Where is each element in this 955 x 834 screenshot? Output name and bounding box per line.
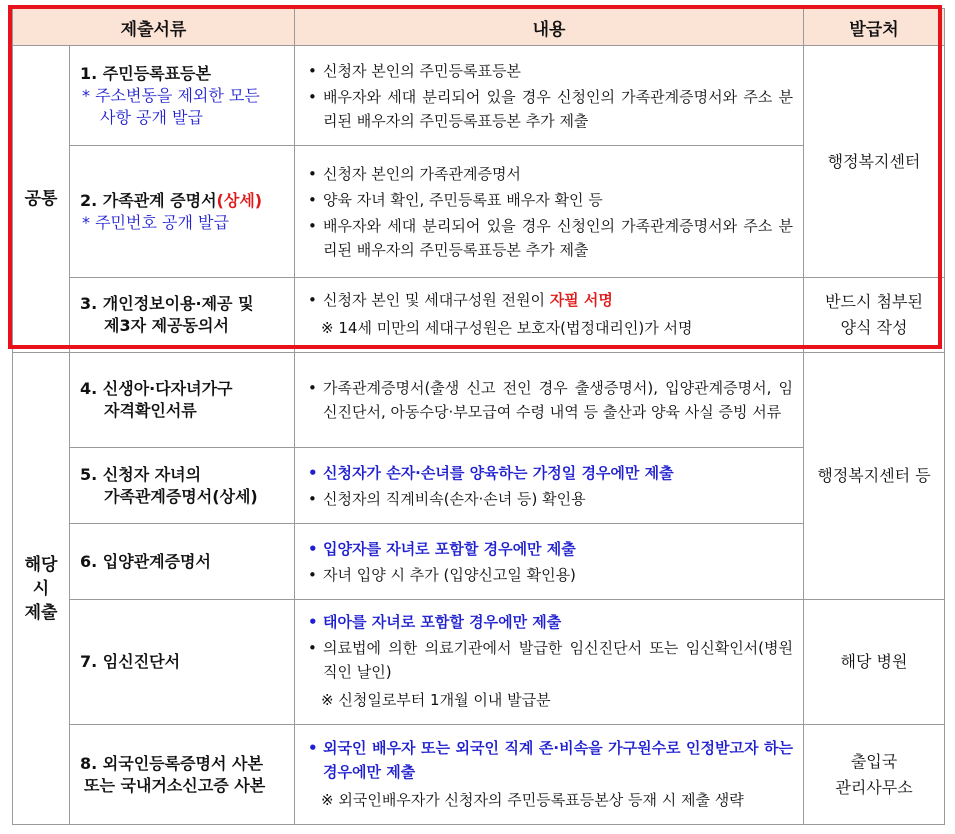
doc-title-cont: 또는 국내거소신고증 사본 <box>84 775 266 795</box>
doc-cell-5 <box>70 448 295 524</box>
list-item: • 배우자와 세대 분리되어 있을 경우 신청인의 가족관계증명서와 주소 분리된 배우자의 주민등록표등본 추가 제출 <box>305 85 793 133</box>
doc-cell-4 <box>70 353 295 448</box>
doc-cell-2 <box>70 146 295 278</box>
doc-cell-1 <box>70 46 295 146</box>
doc-title: 7. 임신진단서 <box>80 652 181 671</box>
list-item: • 가족관계증명서(출생 신고 전인 경우 출생증명서), 입양관계증명서, 임신진단서, 아동수당·부모급여 수령 내역 등 출산과 양육 사실 증빙 서류 <box>305 376 793 424</box>
doc-title: 1. 주민등록표등본 <box>80 63 211 83</box>
header-content: 내용 <box>295 9 804 46</box>
content-cell-1 <box>295 46 804 146</box>
content-cell-8 <box>295 725 804 825</box>
doc-title-cont: 가족관계증명서(상세) <box>104 486 258 506</box>
list-item: • 신청자 본인 및 세대구성원 전원이 자필 서명 <box>305 288 793 312</box>
doc-title-cont: 자격확인서류 <box>104 401 197 420</box>
list-item-emphasis: • 신청자가 손자·손녀를 양육하는 가정일 경우에만 제출 <box>305 461 793 485</box>
signature-emphasis: 자필 서명 <box>549 291 613 309</box>
content-cell-7 <box>295 600 804 725</box>
header-issuer: 발급처 <box>804 9 945 46</box>
issuer-welfare: 행정복지센터 <box>804 46 945 278</box>
list-item: • 자녀 입양 시 추가 (입양신고일 확인용) <box>305 563 793 587</box>
list-item: • 신청자의 직계비속(손자·손녀 등) 확인용 <box>305 487 793 511</box>
list-item-emphasis: • 태아를 자녀로 포함할 경우에만 제출 <box>305 610 793 634</box>
doc-title: 5. 신청자 자녀의 <box>80 464 202 484</box>
doc-cell-8 <box>70 725 295 825</box>
list-item-emphasis: • 입양자를 자녀로 포함할 경우에만 제출 <box>305 537 793 561</box>
documents-table <box>12 8 945 825</box>
doc-title: 2. 가족관계 증명서 <box>80 190 217 210</box>
list-item: • 의료법에 의한 의료기관에서 발급한 임신진단서 또는 임신확인서(병원 직인 날인) <box>305 636 793 684</box>
doc-cell-6 <box>70 524 295 600</box>
doc-title: 3. 개인정보이용·제공 및 <box>80 294 254 313</box>
issuer-consent: 반드시 첨부된 양식 작성 <box>804 278 945 353</box>
issuer-welfare-etc: 행정복지센터 등 <box>804 353 945 600</box>
doc-note: 사항 공개 발급 <box>100 107 203 127</box>
doc-title: 8. 외국인등록증명서 사본 <box>80 753 263 773</box>
list-item-emphasis: • 외국인 배우자 또는 외국인 직계 존·비속을 가구원수로 인정받고자 하는 경우에만 제출 <box>305 736 793 784</box>
detail-label: (상세) <box>216 190 263 210</box>
note-mark: ※ 14세 미만의 세대구성원은 보호자(법정대리인)가 서명 <box>321 319 693 337</box>
list-item: • 배우자와 세대 분리되어 있을 경우 신청인의 가족관계증명서와 주소 분리된 배우자의 주민등록표등본 추가 제출 <box>305 214 793 262</box>
list-item: • 신청자 본인의 주민등록표등본 <box>305 59 793 83</box>
doc-cell-7 <box>70 600 295 725</box>
doc-title: 4. 신생아·다자녀가구 <box>80 379 233 398</box>
group-conditional: 해당 시 제출 <box>13 353 70 825</box>
issuer-hospital: 해당 병원 <box>804 600 945 725</box>
doc-note: * 주소변동을 제외한 모든 <box>82 85 260 105</box>
doc-title-cont: 제3자 제공동의서 <box>104 316 229 335</box>
group-common: 공통 <box>13 46 70 353</box>
content-cell-3 <box>295 278 804 353</box>
note-mark: ※ 신청일로부터 1개월 이내 발급분 <box>321 691 551 709</box>
content-cell-6 <box>295 524 804 600</box>
doc-note: * 주민번호 공개 발급 <box>82 212 229 232</box>
doc-cell-3 <box>70 278 295 353</box>
content-cell-2 <box>295 146 804 278</box>
list-item: • 신청자 본인의 가족관계증명서 <box>305 162 793 186</box>
content-cell-5 <box>295 448 804 524</box>
list-item: • 양육 자녀 확인, 주민등록표 배우자 확인 등 <box>305 188 793 212</box>
note-mark: ※ 외국인배우자가 신청자의 주민등록표등본상 등재 시 제출 생략 <box>321 790 744 809</box>
issuer-immigration: 출입국 관리사무소 <box>804 725 945 825</box>
content-cell-4 <box>295 353 804 448</box>
doc-title: 6. 입양관계증명서 <box>80 551 211 571</box>
header-documents: 제출서류 <box>13 9 295 46</box>
